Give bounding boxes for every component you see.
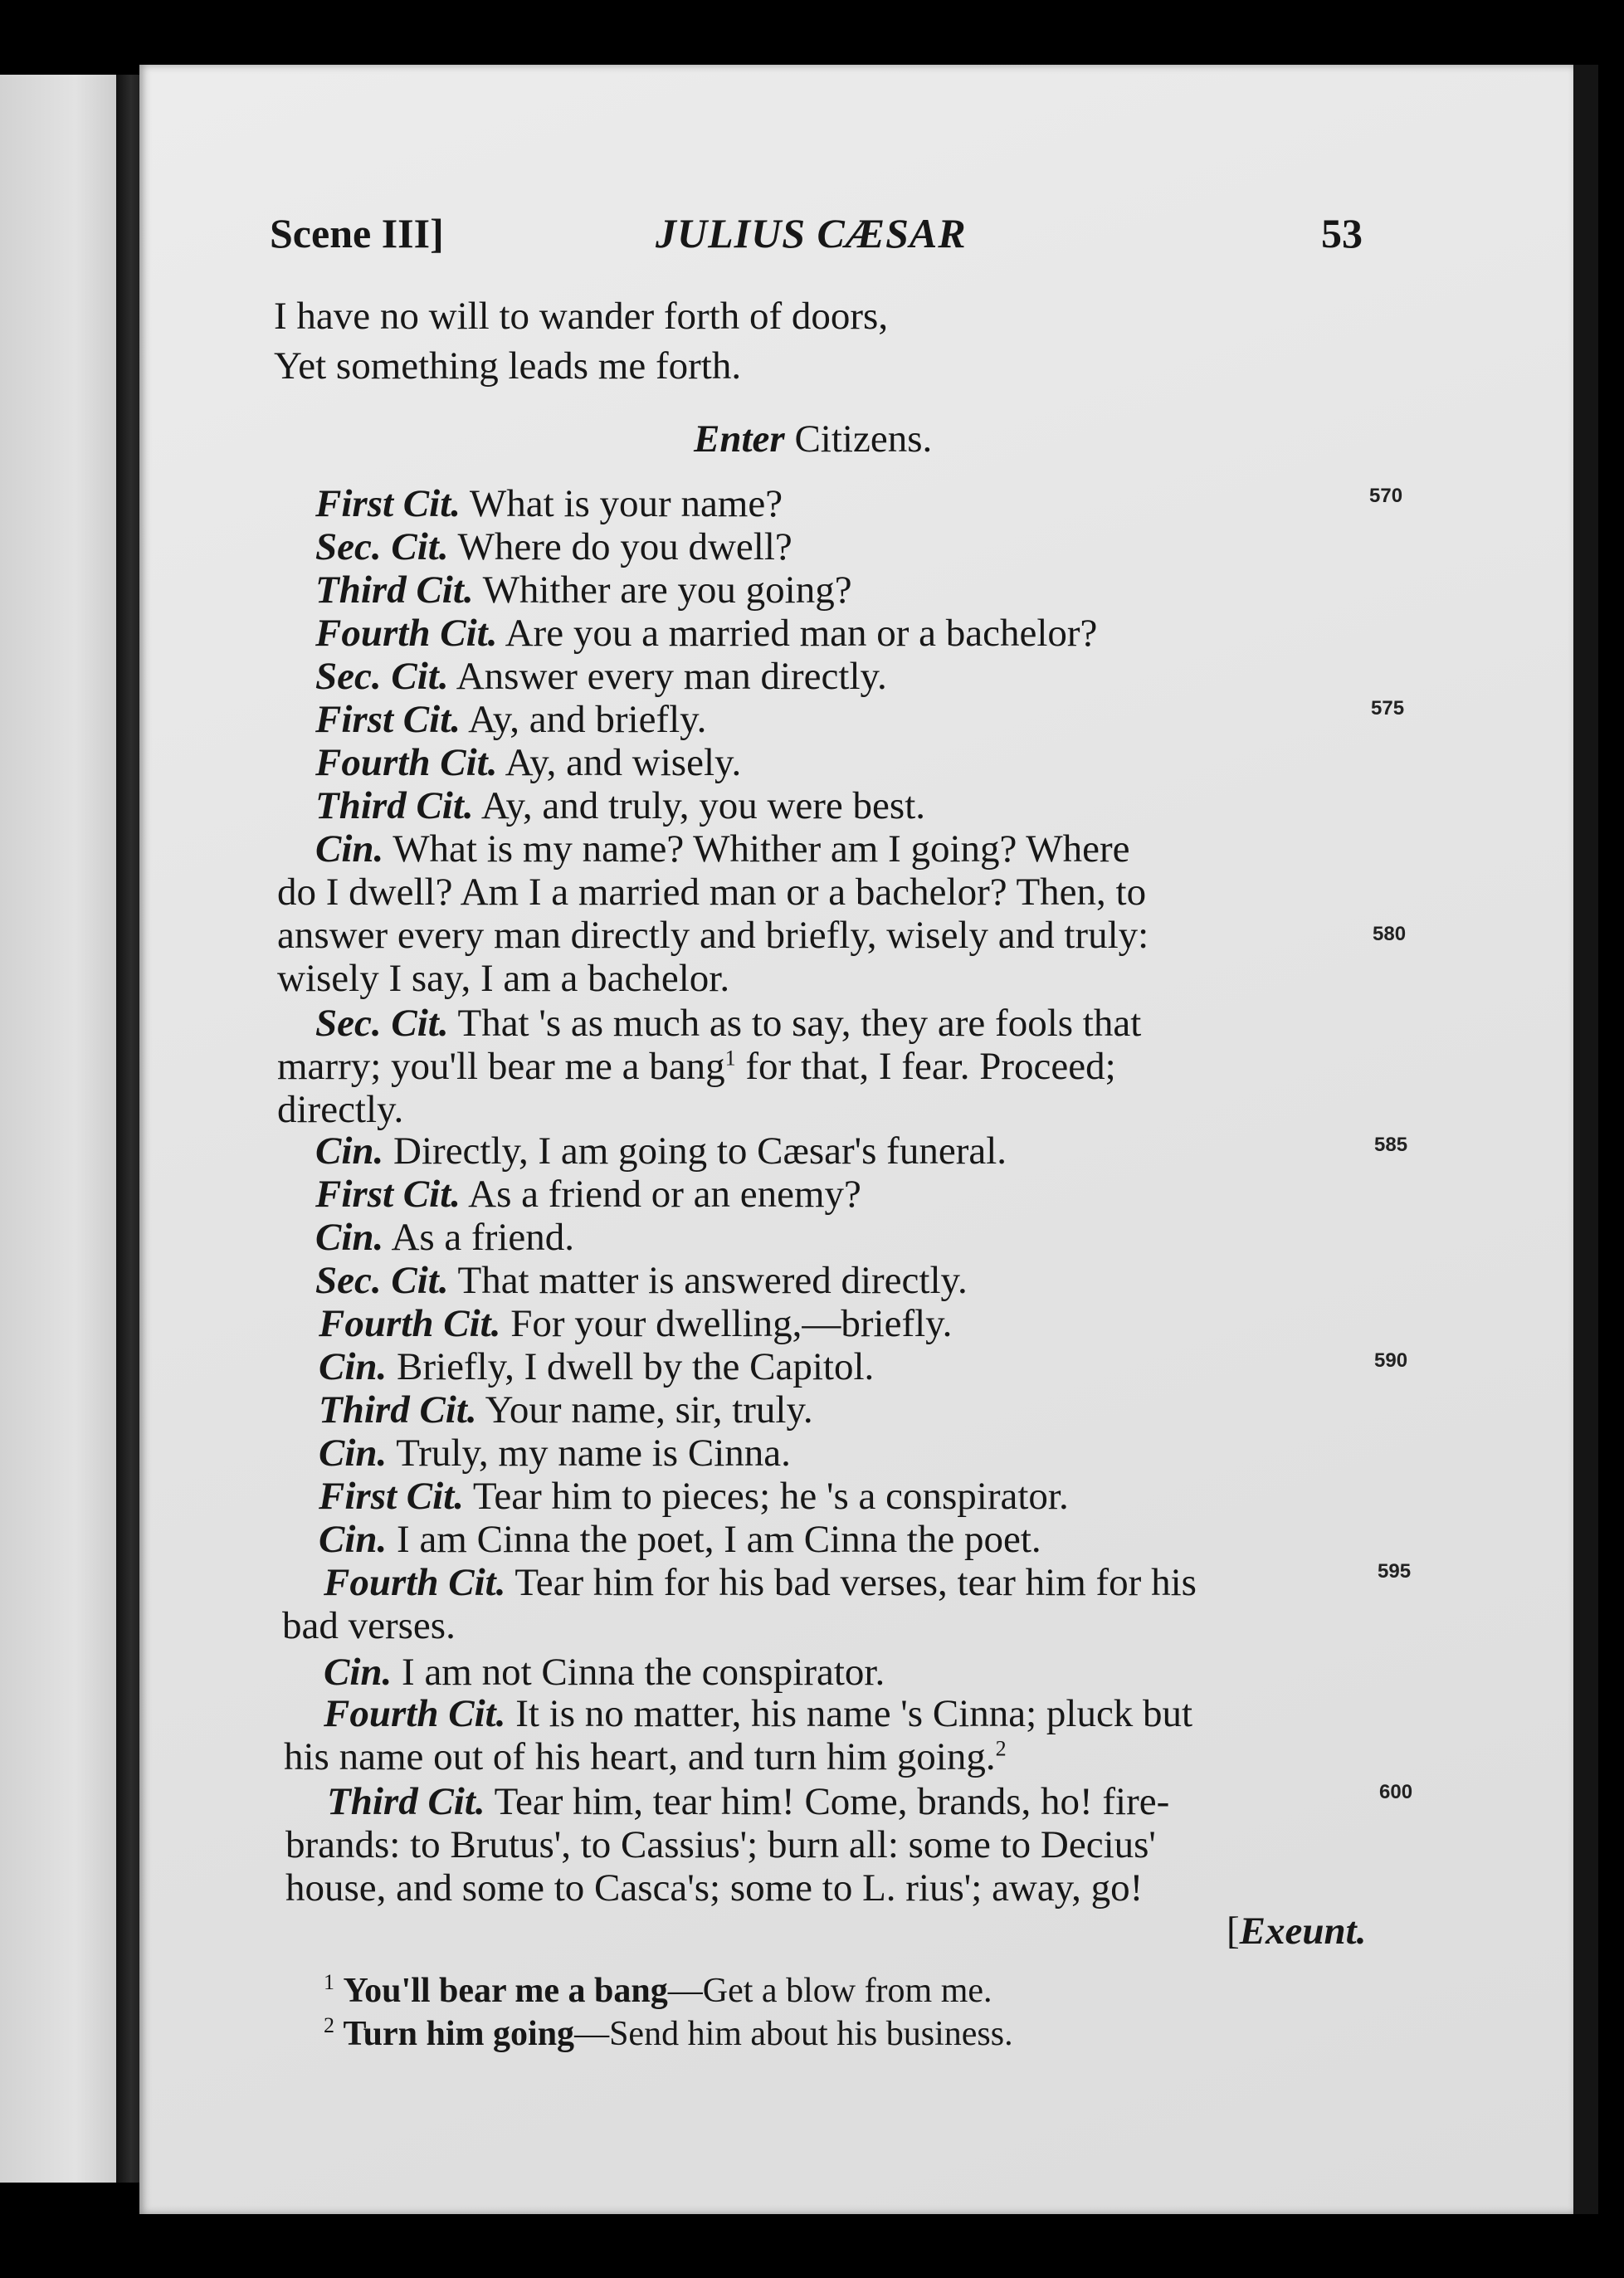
text-line: I have no will to wander forth of doors, (274, 295, 889, 338)
speaker-name: First Cit. (315, 1173, 461, 1216)
stage-direction: Enter Citizens. (694, 417, 933, 461)
page-edge-shadow (1573, 65, 1598, 2214)
speaker-name: Cin. (315, 1216, 384, 1259)
speech-line: First Cit. As a friend or an enemy? (315, 1173, 861, 1216)
speaker-name: Third Cit. (315, 784, 474, 827)
speaker-name: Fourth Cit. (324, 1692, 506, 1735)
text-line: house, and some to Casca's; some to L. rius'; away, go! (285, 1866, 1144, 1910)
speech-line: Fourth Cit. Ay, and wisely. (315, 741, 742, 784)
speech-line: Third Cit. Whither are you going? (315, 568, 852, 612)
speaker-name: Sec. Cit. (315, 1259, 449, 1302)
footnote-ref: 1 (724, 1046, 736, 1071)
speaker-name: Third Cit. (327, 1780, 485, 1823)
page-number: 53 (1321, 210, 1363, 256)
speaker-name: Sec. Cit. (315, 525, 449, 568)
speaker-name: Sec. Cit. (315, 1002, 449, 1045)
speech-line: Cin. I am not Cinna the conspirator. (324, 1651, 885, 1694)
footnote-ref: 2 (995, 1736, 1007, 1761)
speaker-name: Fourth Cit. (315, 741, 498, 784)
speech-line: First Cit. Tear him to pieces; he 's a conspirator. (319, 1475, 1069, 1518)
running-title: JULIUS CÆSAR (656, 210, 967, 256)
speaker-name: Cin. (315, 1129, 384, 1173)
speech-line: Cin. Truly, my name is Cinna. (319, 1432, 791, 1475)
line-number: 580 (1373, 923, 1407, 945)
text-line: brands: to Brutus', to Cassius'; burn all: some to Decius' (285, 1823, 1156, 1866)
footnote: $^2$ Turn him going—Send him about his business. (324, 2013, 1013, 2053)
speaker-name: Fourth Cit. (324, 1561, 506, 1604)
speech-line: Fourth Cit. Are you a married man or a bachelor? (315, 612, 1098, 655)
scene-header: Scene III] (270, 210, 444, 256)
speaker-name: Cin. (319, 1518, 388, 1561)
line-number: 575 (1371, 697, 1405, 719)
speech-line: Fourth Cit. It is no matter, his name 's Cinna; pluck but (324, 1692, 1193, 1735)
speaker-name: Fourth Cit. (319, 1302, 501, 1345)
speech-line: Third Cit. Your name, sir, truly. (319, 1388, 813, 1432)
speaker-name: Cin. (324, 1651, 393, 1694)
speaker-name: First Cit. (315, 482, 461, 525)
line-number: 595 (1378, 1560, 1412, 1583)
line-number: 570 (1369, 485, 1403, 507)
speech-line: Third Cit. Tear him, tear him! Come, brands, ho! fire- (327, 1780, 1170, 1823)
line-number: 600 (1379, 1781, 1413, 1803)
speaker-name: Sec. Cit. (315, 655, 449, 698)
speaker-name: First Cit. (319, 1475, 465, 1518)
text-line: marry; you'll bear me a bang$^1$ for that, I fear. Proceed; (277, 1045, 1116, 1088)
text-line: bad verses. (282, 1604, 456, 1647)
speech-line: Sec. Cit. That matter is answered directly. (315, 1259, 968, 1302)
footnote: $^1$ You'll bear me a bang—Get a blow from me. (324, 1970, 992, 2010)
speech-line: Cin. As a friend. (315, 1216, 575, 1259)
speech-line: Cin. Briefly, I dwell by the Capitol. (319, 1345, 875, 1388)
text-line: his name out of his heart, and turn him going.$^2$ (284, 1735, 1007, 1778)
text-line: answer every man directly and briefly, wisely and truly: (277, 914, 1149, 957)
speech-line: Fourth Cit. For your dwelling,—briefly. (319, 1302, 953, 1345)
text-line: directly. (277, 1088, 404, 1131)
speaker-name: Cin. (315, 827, 384, 871)
line-number: 590 (1374, 1349, 1408, 1372)
speech-line: Sec. Cit. Answer every man directly. (315, 655, 887, 698)
speech-line: Sec. Cit. That 's as much as to say, they are fools that (315, 1002, 1142, 1045)
facing-page-edge (0, 75, 116, 2183)
speaker-name: Fourth Cit. (315, 612, 498, 655)
text-line: Yet something leads me forth. (274, 344, 742, 388)
speech-line: Cin. What is my name? Whither am I going? Where (315, 827, 1130, 871)
speaker-name: Cin. (319, 1345, 388, 1388)
text-line: do I dwell? Am I a married man or a bachelor? Then, to (277, 871, 1147, 914)
speech-line: Sec. Cit. Where do you dwell? (315, 525, 792, 568)
speaker-name: Third Cit. (315, 568, 474, 612)
speaker-name: Cin. (319, 1432, 388, 1475)
stage-direction: [Exeunt. (1227, 1910, 1367, 1953)
speaker-name: First Cit. (315, 698, 461, 741)
speech-line: Cin. Directly, I am going to Cæsar's funeral. (315, 1129, 1007, 1173)
line-number: 585 (1374, 1134, 1408, 1156)
speech-line: First Cit. Ay, and briefly. (315, 698, 707, 741)
text-line: wisely I say, I am a bachelor. (277, 957, 730, 1000)
speech-line: Third Cit. Ay, and truly, you were best. (315, 784, 926, 827)
speech-line: Fourth Cit. Tear him for his bad verses, tear him for his (324, 1561, 1197, 1604)
speech-line: Cin. I am Cinna the poet, I am Cinna the poet. (319, 1518, 1041, 1561)
speech-line: First Cit. What is your name? (315, 482, 783, 525)
speaker-name: Third Cit. (319, 1388, 477, 1432)
